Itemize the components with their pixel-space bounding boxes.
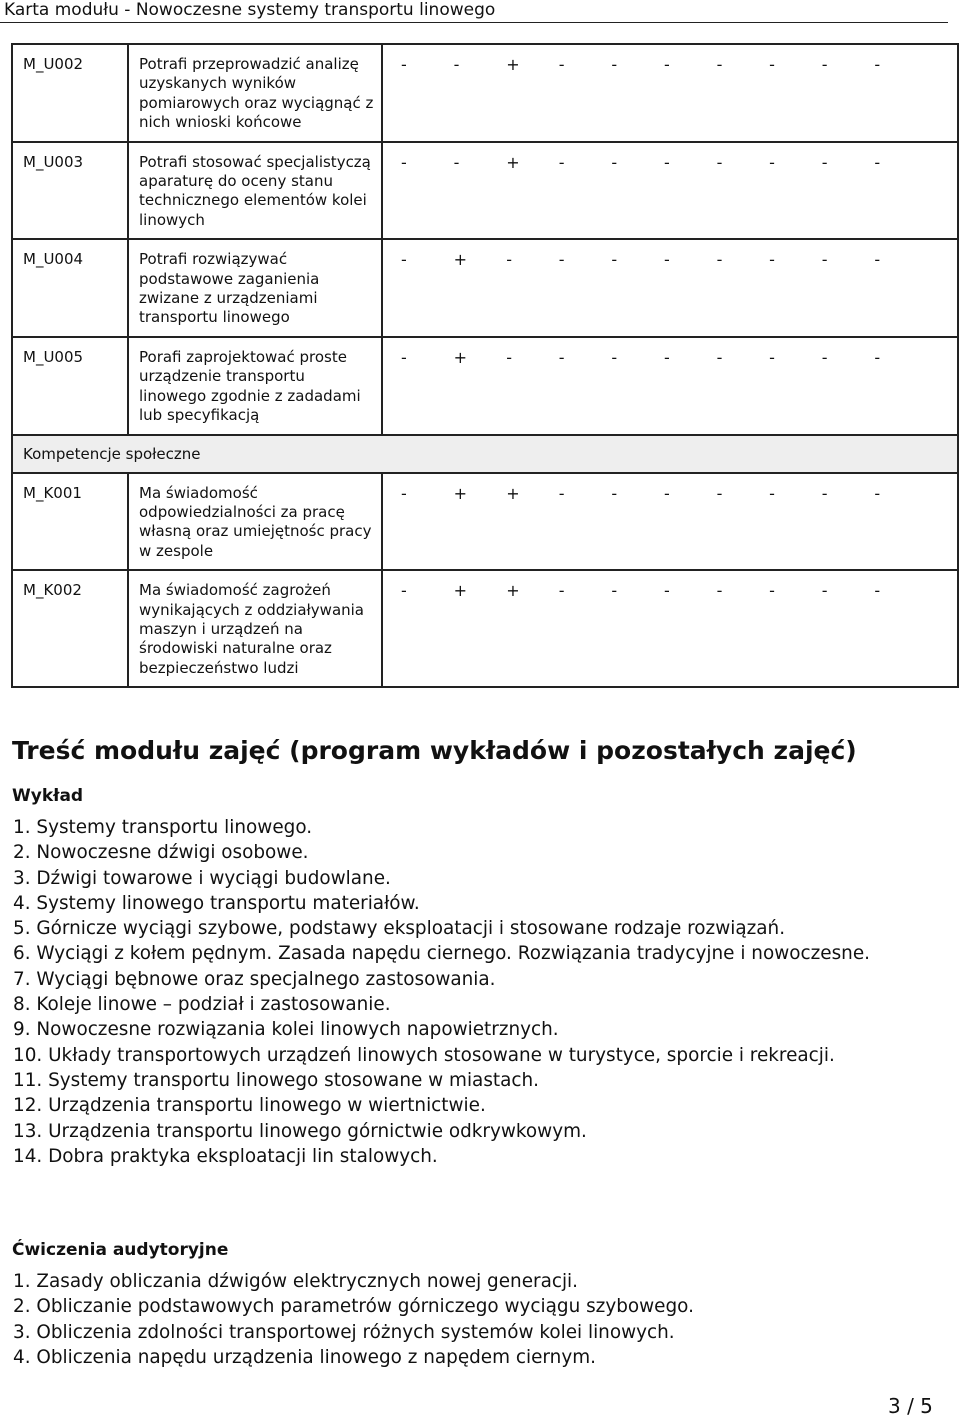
outcome-mark: - (769, 152, 775, 172)
outcome-mark: - (821, 483, 828, 503)
outcome-mark: - (663, 152, 670, 172)
outcome-code: M_U002 (12, 44, 128, 142)
outcome-mark: - (874, 55, 881, 74)
list-item: 5. Górnicze wyciągi szybowe, podstawy eksploatacji i stosowane rodzaje rozwiązań. (13, 918, 786, 940)
learning-outcomes-table (11, 43, 959, 688)
outcome-description: Potrafi przeprowadzić analizę uzyskanych wyników pomiarowych oraz wyciągnąć z nich wnioski końcowe (128, 44, 382, 142)
page-number: 3 / 5 (888, 1394, 933, 1418)
outcome-mark: - (453, 55, 460, 74)
outcome-mark: + (453, 250, 467, 270)
outcome-mark: + (506, 152, 520, 172)
outcome-mark: - (874, 152, 881, 172)
outcome-marks (382, 473, 958, 571)
outcome-description: Potrafi rozwiązywać podstawowe zaganienia zwizane z urządzeniami transportu linowego (128, 239, 382, 337)
outcome-mark: - (558, 347, 565, 367)
list-item: 3. Dźwigi towarowe i wyciągi budowlane. (13, 867, 391, 889)
outcome-mark: - (716, 152, 723, 172)
outcome-mark: - (874, 250, 881, 270)
outcome-mark: - (716, 55, 723, 74)
outcome-mark: - (769, 347, 775, 367)
outcome-mark: - (821, 55, 828, 74)
outcome-row (12, 142, 958, 240)
outcome-row (12, 239, 958, 337)
list-item: 10. Układy transportowych urządzeń linowych stosowane w turystyce, sporcie i rekreacji. (13, 1044, 835, 1066)
outcome-mark: - (401, 483, 407, 503)
outcome-mark: - (453, 152, 460, 172)
outcome-mark: - (401, 250, 407, 270)
outcome-mark: + (506, 581, 520, 601)
list-item: 9. Nowoczesne rozwiązania kolei linowych napowietrznych. (13, 1019, 559, 1041)
outcome-mark: - (401, 347, 407, 367)
list-item: 7. Wyciągi bębnowe oraz specjalnego zastosowania. (13, 968, 496, 990)
list-item: 4. Systemy linowego transportu materiałów. (13, 892, 420, 914)
exercises-heading: Ćwiczenia audytoryjne (12, 1240, 229, 1260)
outcome-marks (382, 44, 958, 142)
list-item: 13. Urządzenia transportu linowego górnictwie odkrywkowym. (13, 1120, 587, 1142)
outcome-mark: - (821, 250, 828, 270)
outcome-mark: - (663, 347, 670, 367)
outcome-description: Ma świadomość zagrożeń wynikających z oddziaływania maszyn i urządzeń na środowiski naturalne oraz bezpieczeństwo ludzi (128, 570, 382, 687)
outcome-mark: - (716, 581, 723, 601)
outcome-mark: + (453, 483, 467, 503)
outcome-mark: - (874, 581, 881, 601)
outcome-mark: - (663, 581, 670, 601)
outcome-mark: - (506, 347, 512, 367)
outcome-mark: + (506, 483, 520, 503)
outcome-description: Ma świadomość odpowiedzialności za pracę własną oraz umiejętnośc pracy w zespole (128, 473, 382, 571)
outcome-code: M_K002 (12, 570, 128, 687)
header-divider (0, 22, 948, 23)
outcome-code: M_U003 (12, 142, 128, 240)
outcome-mark: - (506, 250, 512, 270)
list-item: 4. Obliczenia napędu urządzenia linowego z napędem ciernym. (13, 1346, 596, 1368)
outcome-mark: + (453, 347, 467, 367)
outcome-mark: - (716, 347, 723, 367)
outcome-mark: + (506, 55, 520, 74)
outcome-mark: - (611, 152, 618, 172)
list-item: 12. Urządzenia transportu linowego w wiertnictwie. (13, 1095, 486, 1117)
outcome-marks (382, 570, 958, 687)
outcome-mark: - (821, 152, 828, 172)
outcome-mark: - (401, 581, 407, 601)
list-item: 6. Wyciągi z kołem pędnym. Zasada napędu ciernego. Rozwiązania tradycyjne i nowoczesne. (13, 943, 870, 965)
outcome-row (12, 337, 958, 435)
list-item: 2. Obliczanie podstawowych parametrów górniczego wyciągu szybowego. (13, 1296, 694, 1318)
outcome-mark: - (558, 581, 565, 601)
outcome-mark: - (401, 55, 407, 74)
outcome-row (12, 44, 958, 142)
outcome-row (12, 570, 958, 687)
outcome-marks (382, 337, 958, 435)
outcome-mark: - (663, 55, 670, 74)
outcome-mark: - (874, 347, 881, 367)
outcome-mark: - (769, 250, 775, 270)
outcome-code: M_K001 (12, 473, 128, 571)
lecture-list (13, 815, 933, 1169)
outcome-mark: - (874, 483, 881, 503)
outcome-mark: - (611, 347, 618, 367)
outcome-marks (382, 142, 958, 240)
list-item: 1. Zasady obliczania dźwigów elektrycznych nowej generacji. (13, 1271, 579, 1292)
list-item: 2. Nowoczesne dźwigi osobowe. (13, 842, 309, 864)
outcome-mark: - (558, 250, 565, 270)
outcome-mark: - (558, 152, 565, 172)
list-item: 14. Dobra praktyka eksploatacji lin stalowych. (13, 1145, 438, 1167)
outcome-mark: - (401, 152, 407, 172)
outcome-mark: - (769, 581, 775, 601)
outcome-code: M_U004 (12, 239, 128, 337)
section-label: Kompetencje społeczne (12, 435, 958, 473)
outcome-mark: - (663, 483, 670, 503)
list-item: 1. Systemy transportu linowego. (13, 817, 313, 838)
outcome-code: M_U005 (12, 337, 128, 435)
outcome-mark: - (769, 483, 775, 503)
outcome-mark: - (611, 581, 618, 601)
outcome-mark: - (716, 483, 723, 503)
outcome-mark: - (716, 250, 723, 270)
outcome-mark: - (821, 347, 828, 367)
outcome-mark: - (821, 581, 828, 601)
list-item: 11. Systemy transportu linowego stosowane w miastach. (13, 1069, 539, 1091)
content-title: Treść modułu zajęć (program wykładów i pozostałych zajęć) (12, 736, 857, 765)
list-item: 8. Koleje linowe – podział i zastosowanie. (13, 994, 391, 1016)
outcome-mark: - (663, 250, 670, 270)
outcome-description: Porafi zaprojektować proste urządzenie transportu linowego zgodnie z zadadami lub specyfikacją (128, 337, 382, 435)
outcome-mark: - (769, 55, 775, 74)
list-item: 3. Obliczenia zdolności transportowej różnych systemów kolei linowych. (13, 1321, 675, 1343)
document-header-title: Karta modułu - Nowoczesne systemy transportu linowego (4, 0, 496, 20)
outcome-mark: + (453, 581, 467, 601)
outcome-row (12, 473, 958, 571)
exercises-list (13, 1269, 933, 1370)
outcome-mark: - (611, 55, 618, 74)
outcome-mark: - (558, 55, 565, 74)
outcome-mark: - (558, 483, 565, 503)
outcome-mark: - (611, 483, 618, 503)
outcome-marks (382, 239, 958, 337)
section-row (12, 435, 958, 473)
outcome-description: Potrafi stosować specjalistyczą aparaturę do oceny stanu technicznego elementów kolei linowych (128, 142, 382, 240)
outcome-mark: - (611, 250, 618, 270)
lecture-heading: Wykład (12, 786, 84, 806)
